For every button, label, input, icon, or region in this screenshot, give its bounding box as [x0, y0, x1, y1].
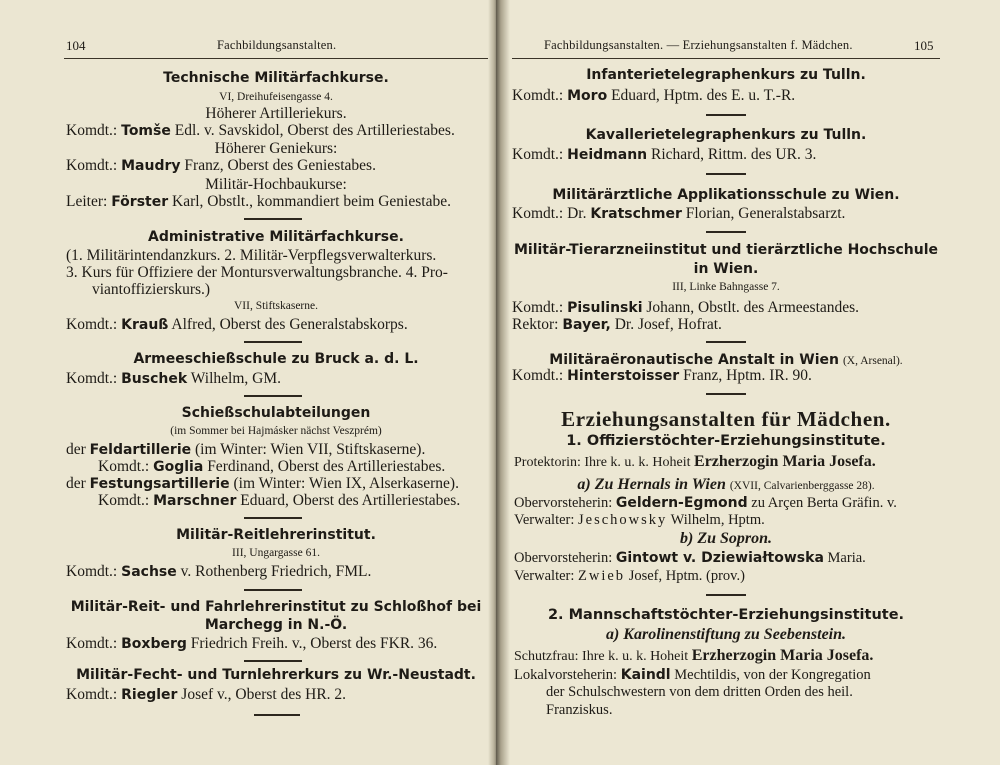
line-prefix: Obervorsteherin: — [514, 550, 613, 566]
section-title-armee: Armeeschießschule zu Bruck a. d. L. — [133, 351, 419, 367]
line-rest: Mechtildis, von der Kongregation — [674, 667, 871, 683]
section-title-tech: Technische Militärfachkurse. — [163, 70, 389, 86]
line-prefix: Komdt.: — [66, 316, 118, 333]
line-rest: Alfred, Oberst des Generalstabskorps. — [171, 316, 408, 333]
left-page-number: 104 — [66, 38, 86, 53]
vorsteherin-line — [514, 550, 866, 567]
section-divider — [706, 341, 746, 343]
person-name: Marschner — [153, 493, 237, 509]
person-name: Moro — [567, 88, 608, 104]
branch-name: Feldartillerie — [89, 442, 192, 458]
line-prefix: Komdt.: — [512, 367, 564, 384]
line-prefix: Schutzfrau: Ihre k. u. k. Hoheit — [514, 649, 689, 664]
address: VI, Dreihufeisengasse 4. — [219, 91, 333, 103]
address: VII, Stiftskaserne. — [234, 300, 318, 312]
branch-line — [66, 475, 459, 493]
course-heading: Höherer Geniekurs: — [214, 140, 338, 157]
line-prefix: Komdt.: — [98, 458, 150, 475]
left-running-head: Fachbildungsanstalten. — [217, 38, 337, 52]
person-name: Sachse — [121, 564, 177, 580]
section-divider — [706, 393, 746, 395]
institute-heading: b) Zu Sopron. — [679, 530, 773, 547]
body-line: Franziskus. — [546, 702, 613, 718]
protektorin-line — [514, 453, 876, 471]
section-divider — [244, 395, 302, 397]
course-heading: Militär-Hochbaukurse: — [205, 176, 347, 193]
section-title-fecht: Militär-Fecht- und Turnlehrerkurs zu Wr.-Neustadt. — [76, 667, 476, 683]
subsection-title: 1. Offizierstöchter-Erziehungsinstitute. — [566, 433, 886, 449]
line-rest: Wilhelm, GM. — [190, 370, 281, 387]
section-title-tierarzt: Militär-Tierarzneiinstitut und tierärztliche Hochschule — [513, 242, 939, 258]
person-name: Kratschmer — [590, 206, 682, 222]
institute-note: (XVII, Calvarienberggasse 28). — [729, 480, 875, 492]
line-prefix: Komdt.: — [66, 563, 118, 580]
komdt-line — [512, 146, 816, 164]
course-heading: Höherer Artilleriekurs. — [205, 105, 347, 122]
line-rest: v. Rothenberg Friedrich, FML. — [180, 563, 372, 580]
person-name: Heidmann — [567, 147, 648, 163]
left-header-rule — [64, 58, 488, 59]
rektor-line — [512, 316, 722, 334]
komdt-line — [66, 635, 437, 653]
line-prefix: der — [66, 441, 86, 458]
branch-line — [66, 441, 425, 459]
line-rest: Florian, Generalstabsarzt. — [685, 205, 846, 222]
person-name: Buschek — [121, 371, 188, 387]
line-prefix: Leiter: — [66, 193, 108, 210]
line-prefix: Komdt.: — [512, 146, 564, 163]
person-name: Pisulinski — [567, 300, 643, 316]
section-divider — [706, 231, 746, 233]
line-rest: Maria. — [827, 550, 866, 566]
right-header-rule — [512, 58, 940, 59]
section-divider — [244, 660, 302, 662]
right-page — [496, 0, 1000, 765]
komdt-line — [512, 299, 859, 317]
komdt-line — [66, 370, 281, 388]
person-name: Gintowt v. Dziewiałtowska — [615, 550, 824, 566]
line-prefix: Komdt.: — [66, 157, 118, 174]
line-rest: Josef v., Oberst des HR. 2. — [181, 686, 347, 703]
komdt-line — [512, 87, 795, 105]
person-name: Erzherzogin Maria Josefa. — [694, 453, 876, 470]
body-line: 3. Kurs für Offiziere der Montursverwaltungsbranche. 4. Pro- — [66, 264, 448, 281]
person-name: Jeschowsky — [578, 512, 668, 528]
komdt-line — [66, 122, 455, 140]
komdt-line — [98, 492, 460, 510]
person-name: Förster — [111, 194, 169, 210]
section-divider — [706, 173, 746, 175]
line-prefix: Verwalter: — [514, 568, 575, 584]
line-rest: Josef, Hptm. (prov.) — [628, 568, 745, 584]
line-rest: zu Arçen Berta Gräfin. v. — [751, 495, 897, 511]
body-line: der Schulschwestern von dem dritten Orden des heil. — [546, 684, 853, 700]
person-name: Maudry — [121, 158, 181, 174]
line-rest: Eduard, Oberst des Artilleriestabes. — [240, 492, 461, 509]
section-title-aero: Militäraëronautische Anstalt in Wien — [549, 352, 839, 368]
person-name: Riegler — [121, 687, 178, 703]
book-spine-shadow — [496, 0, 510, 765]
chapter-title: Erziehungsanstalten für Mädchen. — [561, 407, 891, 431]
verwalter-line — [514, 512, 765, 529]
line-rest: Richard, Rittm. des UR. 3. — [651, 146, 817, 163]
line-prefix: Komdt.: — [66, 635, 118, 652]
subsection-title: 2. Mannschaftstöchter-Erziehungsinstitute. — [547, 607, 905, 623]
komdt-line — [66, 157, 376, 175]
body-line: viantoffizierskurs.) — [92, 281, 211, 298]
line-prefix: Komdt.: — [512, 87, 564, 104]
schutzfrau-line — [514, 647, 873, 665]
branch-name: Festungsartillerie — [89, 476, 230, 492]
right-running-head: Fachbildungsanstalten. — Erziehungsanstalten f. Mädchen. — [544, 38, 853, 52]
line-rest: Eduard, Hptm. des E. u. T.-R. — [611, 87, 796, 104]
line-prefix: der — [66, 475, 86, 492]
institute-heading: a) Karolinenstiftung zu Seebenstein. — [605, 626, 847, 643]
right-page-number: 105 — [914, 38, 934, 53]
person-name: Bayer, — [562, 317, 611, 333]
komdt-line — [66, 316, 408, 334]
komdt-line — [512, 367, 812, 385]
line-prefix: Komdt.: — [66, 122, 118, 139]
section-title-reitfahr: Militär-Reit- und Fahrlehrerinstitut zu Schloßhof bei — [70, 599, 482, 615]
verwalter-line — [514, 568, 745, 585]
komdt-line — [98, 458, 445, 476]
line-rest: Wilhelm, Hptm. — [670, 512, 765, 528]
person-name: Hinterstoisser — [567, 368, 680, 384]
komdt-line — [66, 563, 371, 581]
section-divider — [706, 594, 746, 596]
institute-heading — [512, 476, 940, 494]
institute-name: a) Zu Hernals in Wien — [577, 476, 726, 493]
line-rest: (im Winter: Wien IX, Alserkaserne). — [233, 475, 459, 492]
section-divider — [706, 114, 746, 116]
lokalvorsteherin-line — [514, 667, 871, 684]
section-divider — [244, 517, 302, 519]
body-line: (1. Militärintendanzkurs. 2. Militär-Verpflegsverwalterkurs. — [66, 247, 437, 264]
person-name: Goglia — [153, 459, 204, 475]
section-divider — [254, 714, 300, 716]
section-title-tierarzt-2: in Wien. — [693, 261, 759, 277]
section-title-reitlehrer: Militär-Reitlehrerinstitut. — [176, 527, 376, 543]
line-prefix: Lokalvorsteherin: — [514, 667, 618, 683]
line-prefix: Komdt.: — [512, 299, 564, 316]
line-rest: (im Winter: Wien VII, Stiftskaserne). — [195, 441, 426, 458]
address: III, Ungargasse 61. — [232, 547, 320, 559]
line-rest: Franz, Oberst des Geniestabes. — [184, 157, 376, 174]
line-rest: Friedrich Freih. v., Oberst des FKR. 36. — [190, 635, 438, 652]
section-title-aerzt: Militärärztliche Applikationsschule zu Wien. — [552, 187, 900, 203]
section-divider — [244, 218, 302, 220]
subtitle: (im Sommer bei Hajmásker nächst Veszprém) — [170, 425, 382, 437]
line-rest: Edl. v. Savskidol, Oberst des Artilleriestabes. — [174, 122, 455, 139]
komdt-line — [512, 205, 845, 223]
person-name: Boxberg — [121, 636, 187, 652]
person-name: Erzherzogin Maria Josefa. — [691, 647, 874, 664]
line-prefix: Rektor: — [512, 316, 559, 333]
line-rest: Ferdinand, Oberst des Artilleriestabes. — [207, 458, 446, 475]
section-divider — [244, 341, 302, 343]
line-prefix: Verwalter: — [514, 512, 575, 528]
line-prefix: Komdt.: — [98, 492, 150, 509]
person-name: Kaindl — [620, 667, 671, 683]
line-prefix: Protektorin: Ihre k. u. k. Hoheit — [514, 455, 691, 470]
left-page — [0, 0, 496, 765]
aero-note: (X, Arsenal). — [842, 355, 903, 367]
line-rest: Dr. Josef, Hofrat. — [614, 316, 722, 333]
person-name: Tomše — [121, 123, 171, 139]
line-prefix: Komdt.: — [66, 686, 118, 703]
line-prefix: Obervorsteherin: — [514, 495, 613, 511]
person-name: Krauß — [121, 317, 169, 333]
section-title-infanterie: Infanterietelegraphenkurs zu Tulln. — [586, 67, 866, 83]
line-prefix: Komdt.: Dr. — [512, 205, 587, 222]
section-title-admin: Administrative Militärfachkurse. — [148, 229, 404, 245]
line-rest: Johann, Obstlt. des Armeestandes. — [646, 299, 860, 316]
leiter-line — [66, 193, 451, 211]
person-name: Geldern-Egmond — [615, 495, 748, 511]
vorsteherin-line — [514, 495, 897, 512]
line-rest: Karl, Obstlt., kommandiert beim Geniestabe. — [172, 193, 451, 210]
section-title-reitfahr-2: Marchegg in N.-Ö. — [204, 617, 348, 633]
address: III, Linke Bahngasse 7. — [672, 281, 780, 293]
komdt-line — [66, 686, 346, 704]
person-name: Zwieb — [578, 568, 626, 584]
section-divider — [244, 589, 302, 591]
line-rest: Franz, Hptm. IR. 90. — [683, 367, 812, 384]
section-title-kavallerie: Kavallerietelegraphenkurs zu Tulln. — [585, 127, 867, 143]
section-title-schiess: Schießschulabteilungen — [181, 405, 371, 421]
line-prefix: Komdt.: — [66, 370, 118, 387]
